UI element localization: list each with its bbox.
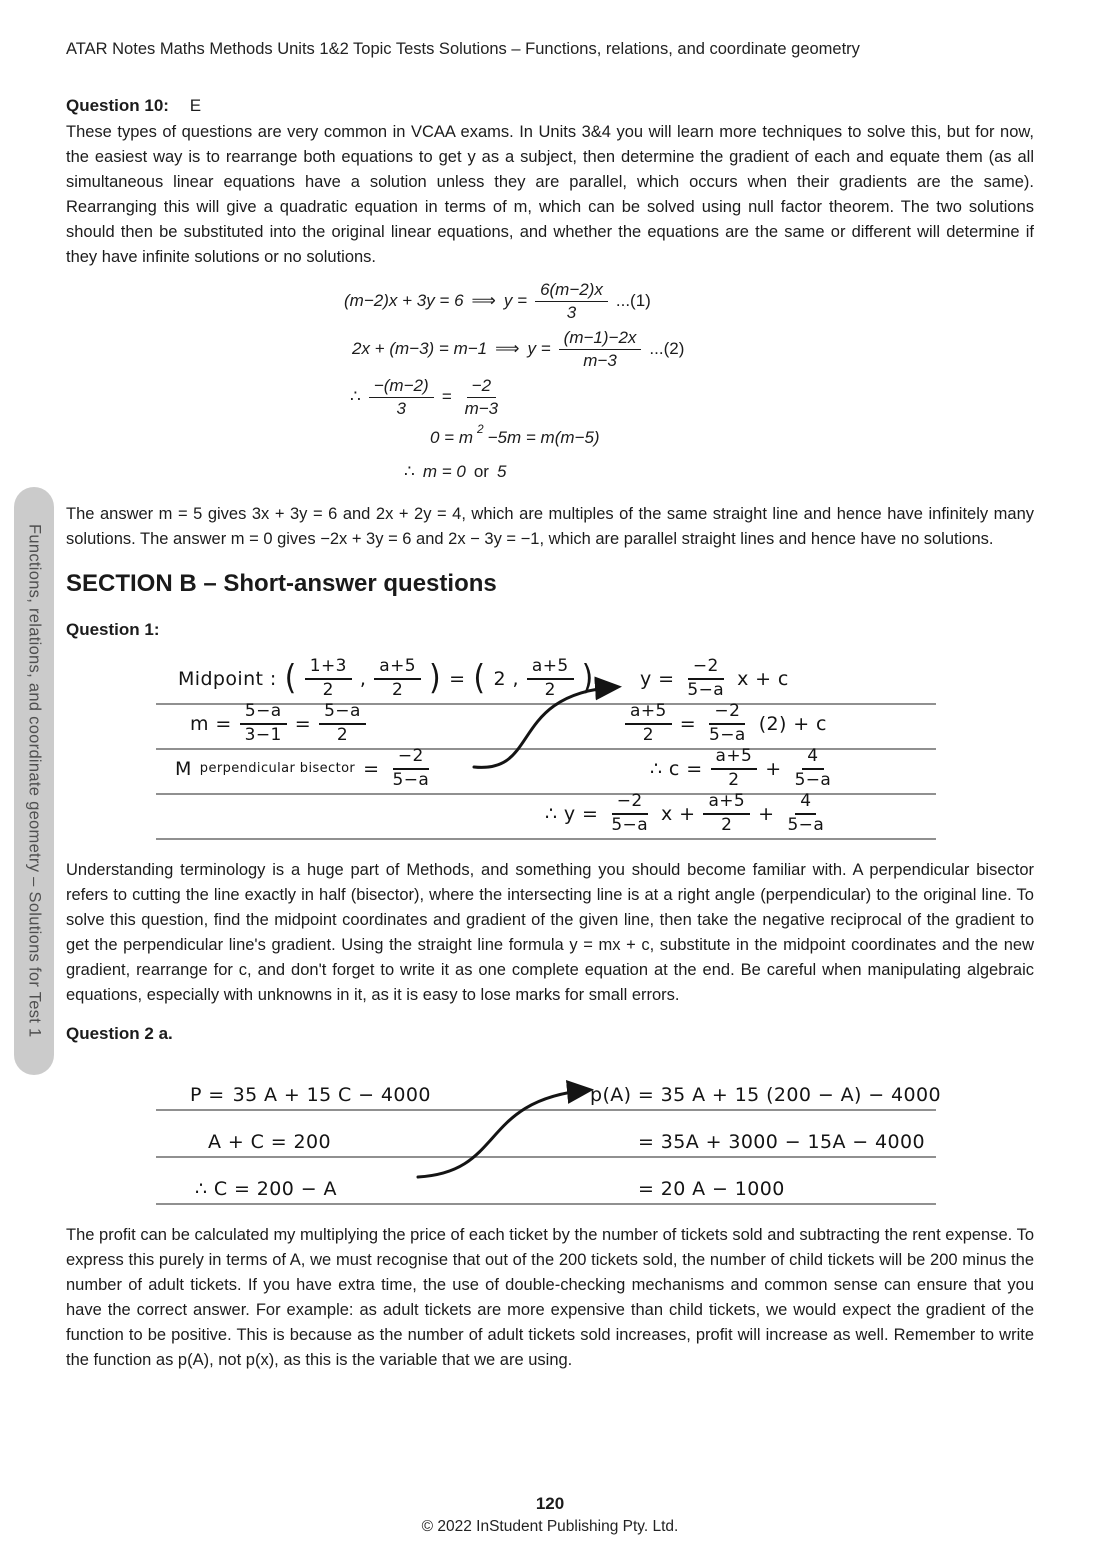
question1-explanation: Understanding terminology is a huge part of Methods, and something you should become familiar with. A perpendicular bisector refers to cutting the line exactly in half (bisector), where the intersecting line is at a right angle (perpendicular) to the original line. To solve this question, find the midpoint coordinates and gradient of the given line, then take the negative reciprocal of the gradient to get the perpendicular line's gradient. Using the straight line formula y = mx + c, substitute in the midpoint coordinates and the new gradient, rearrange for c, and don't forget to write it as one complete equation at the end. Be careful when manipulating algebraic equations, especially with unknowns in it, as it is easy to lose marks for small errors. <box>66 861 1034 1005</box>
math-token: M <box>175 757 192 780</box>
fraction-numerator: a+5 <box>527 657 574 680</box>
math-token: 2 <box>477 422 484 437</box>
work-cell-right <box>586 1084 945 1106</box>
fraction-numerator: a+5 <box>711 747 758 770</box>
math-token: ...(1) <box>615 291 651 311</box>
math-token <box>703 792 750 835</box>
question10-conclusion: The answer m = 5 gives 3x + 3y = 6 and 2x + 2y = 4, which are multiples of the same straight line and hence have infinitely many solutions. The answer m = 0 gives −2x + 3y = 6 and 2x − 3y = −1, which are parallel straight lines and hence have no solutions. <box>66 505 1034 549</box>
math-token: −5m = m(m−5) <box>487 428 600 448</box>
math-token: = <box>441 387 452 407</box>
fraction-numerator: 4 <box>802 747 823 770</box>
math-token <box>559 328 642 370</box>
math-token: ∴ c = <box>650 757 703 780</box>
math-token: 0 = m <box>430 428 473 448</box>
question10-heading <box>66 96 1034 116</box>
math-token <box>782 792 829 835</box>
fraction-numerator: 1+3 <box>305 657 352 680</box>
sidebar-tab <box>14 487 54 1075</box>
math-token <box>240 702 287 745</box>
question10-label: Question 10: <box>66 96 169 115</box>
math-token: 2x + (m−3) = m−1 <box>352 339 488 359</box>
fraction-numerator: (m−1)−2x <box>559 328 642 350</box>
math-token: y = <box>527 339 551 359</box>
fraction-denominator: 2 <box>322 679 334 700</box>
work-cell-right <box>634 1178 789 1200</box>
math-token: ∴ <box>404 462 415 482</box>
math-token: + <box>758 802 775 825</box>
fraction-denominator: 2 <box>544 679 556 700</box>
work-row <box>156 1158 936 1205</box>
math-token <box>460 376 504 418</box>
math-token: 35 A + 15 C − 4000 <box>232 1084 431 1107</box>
page-content <box>66 96 1034 1383</box>
page-footer <box>0 1494 1100 1536</box>
fraction-numerator: 5−a <box>240 702 287 725</box>
fraction-numerator: a+5 <box>374 657 421 680</box>
fraction-numerator: −2 <box>709 702 745 725</box>
work-row <box>156 701 936 750</box>
copyright-notice: © 2022 InStudent Publishing Pty. Ltd. <box>421 1518 679 1535</box>
math-token <box>711 747 758 790</box>
math-token: ) <box>428 659 442 699</box>
math-token: ⟹ <box>471 291 496 311</box>
work-cell-left <box>204 1131 335 1153</box>
math-token: ∴ C = 200 − A <box>195 1178 337 1201</box>
question10-answer: E <box>189 96 202 115</box>
work-row <box>156 1064 941 1111</box>
math-token: ⟹ <box>495 339 520 359</box>
equation-line-3 <box>346 376 1034 418</box>
equation-line-5 <box>400 458 1034 486</box>
math-token: y = <box>503 291 528 311</box>
work-cell-left <box>171 747 438 790</box>
fraction-denominator: 5−a <box>611 814 649 835</box>
question1-handwritten-work <box>156 656 936 840</box>
math-token: m = 0 <box>422 462 466 482</box>
question2a-handwritten-work <box>156 1064 941 1205</box>
math-token: ( <box>284 659 297 699</box>
math-token <box>606 792 653 835</box>
fraction-denominator: 5−a <box>709 724 746 745</box>
fraction-denominator: 5−a <box>787 814 825 835</box>
fraction-numerator: −2 <box>612 792 648 815</box>
math-token: P = <box>190 1084 225 1107</box>
fraction-numerator: 4 <box>795 792 816 815</box>
work-row <box>156 656 936 705</box>
math-token: (2) + c <box>758 712 827 735</box>
question2a-label: Question 2 a. <box>66 1024 173 1044</box>
equation-line-4 <box>426 424 1034 452</box>
fraction-denominator: 3 <box>566 302 577 322</box>
math-token: ) <box>581 659 594 699</box>
fraction-denominator: 3 <box>396 398 406 418</box>
math-token: , <box>359 667 367 690</box>
math-token: 5 <box>496 462 507 482</box>
question2a-explanation: The profit can be calculated my multiplying the price of each ticket by the number of tickets sold and subtracting the rent expense. To express this purely in terms of A, we must recognise that out of the 200 tickets sold, the number of child tickets will be 200 minus the number of adult tickets. If you have extra time, the use of double-checking mechanisms and common sense can ensure that you have the correct answer. For example: as adult tickets are more expensive than child tickets, we would expect the gradient of the function to be positive. This is because as the number of adult tickets sold increases, profit will increase as well. Remember to write the function as p(A), not p(x), as this is the variable that we are using. <box>66 1226 1034 1370</box>
fraction-denominator: 2 <box>642 724 654 745</box>
math-token <box>704 702 751 745</box>
math-token: = <box>679 712 697 735</box>
work-row <box>156 791 936 840</box>
math-token <box>388 747 435 790</box>
math-token: Midpoint : <box>178 667 277 690</box>
math-token: ∴ <box>350 387 361 407</box>
work-cell-left <box>186 702 370 745</box>
fraction-denominator: m−3 <box>583 350 617 370</box>
math-token <box>535 280 608 322</box>
math-token <box>374 657 421 700</box>
math-token <box>305 657 352 700</box>
math-token: or <box>473 462 489 482</box>
math-token: = 20 A − 1000 <box>638 1178 785 1201</box>
work-cell-left <box>174 657 598 700</box>
sidebar-tab-label: Functions, relations, and coordinate geometry – Solutions for Test 1 <box>25 524 44 1038</box>
math-token: x + c <box>737 667 789 690</box>
math-token: = 35A + 3000 − 15A − 4000 <box>638 1131 926 1154</box>
fraction-denominator: 5−a <box>687 679 725 700</box>
fraction-numerator: −(m−2) <box>369 376 434 398</box>
fraction-numerator: −2 <box>688 657 724 680</box>
math-token <box>790 747 837 790</box>
fraction-denominator: 2 <box>721 814 733 835</box>
fraction-denominator: m−3 <box>464 398 499 418</box>
fraction-denominator: 3−1 <box>244 724 282 745</box>
math-token: = <box>294 712 312 735</box>
math-token: p(A) = 35 A + 15 (200 − A) − 4000 <box>590 1084 941 1107</box>
equation-line-2 <box>348 328 1034 370</box>
fraction-numerator: −2 <box>467 376 496 398</box>
section-b-heading: SECTION B – Short-answer questions <box>66 570 497 598</box>
question1-label: Question 1: <box>66 620 160 640</box>
math-token <box>682 657 729 700</box>
math-token: + <box>765 757 782 780</box>
math-token: x + <box>661 802 696 825</box>
math-token: perpendicular bisector <box>199 761 356 777</box>
math-token: (m−2)x + 3y = 6 <box>344 291 464 311</box>
math-token: y = <box>640 667 675 690</box>
fraction-numerator: 5−a <box>319 702 366 725</box>
work-cell-right <box>646 747 840 790</box>
question10-working <box>66 280 1034 486</box>
work-row <box>156 1111 936 1158</box>
math-token: 2 , <box>493 667 519 690</box>
math-token: m = <box>190 712 232 735</box>
fraction-numerator: 6(m−2)x <box>535 280 608 302</box>
math-token <box>527 657 574 700</box>
fraction-numerator: a+5 <box>625 702 672 725</box>
math-token: = <box>449 667 466 690</box>
fraction-denominator: 5−a <box>794 769 832 790</box>
work-cell-right <box>636 657 793 700</box>
fraction-denominator: 2 <box>728 769 740 790</box>
math-token: ( <box>473 659 486 699</box>
work-cell-right <box>541 792 833 835</box>
page-header-title: ATAR Notes Maths Methods Units 1&2 Topic Tests Solutions – Functions, relations, and coordinate geometry <box>66 40 860 58</box>
fraction-denominator: 2 <box>392 679 404 700</box>
question10-explanation: These types of questions are very common in VCAA exams. In Units 3&4 you will learn more techniques to solve this, but for now, the easiest way is to rearrange both equations to get y as a subject, then determine the gradient of each and equate them (as all simultaneous linear equations have a solution unless they are parallel, which occurs when their gradients are the same). Rearranging this will give a quadratic equation in terms of m, which can be solved using null factor theorem. The two solutions should then be substituted into the original linear equations, and whether the equations are the same or different will determine if they have infinite solutions or no solutions. <box>66 123 1034 266</box>
work-cell-right <box>634 1131 929 1153</box>
math-token: = <box>363 757 380 780</box>
equation-line-1 <box>340 280 1034 322</box>
math-token: ...(2) <box>649 339 685 359</box>
math-token: A + C = 200 <box>208 1131 331 1154</box>
page-number: 120 <box>535 1494 565 1513</box>
work-row <box>156 746 936 795</box>
work-cell-left <box>191 1178 341 1200</box>
fraction-numerator: a+5 <box>703 792 750 815</box>
math-token: ∴ y = <box>545 802 599 825</box>
fraction-numerator: −2 <box>393 747 429 770</box>
work-cell-left <box>186 1084 435 1106</box>
math-token <box>625 702 672 745</box>
fraction-denominator: 5−a <box>392 769 430 790</box>
fraction-denominator: 2 <box>336 724 349 745</box>
math-token <box>319 702 366 745</box>
math-token <box>369 376 434 418</box>
work-cell-right <box>621 702 831 745</box>
